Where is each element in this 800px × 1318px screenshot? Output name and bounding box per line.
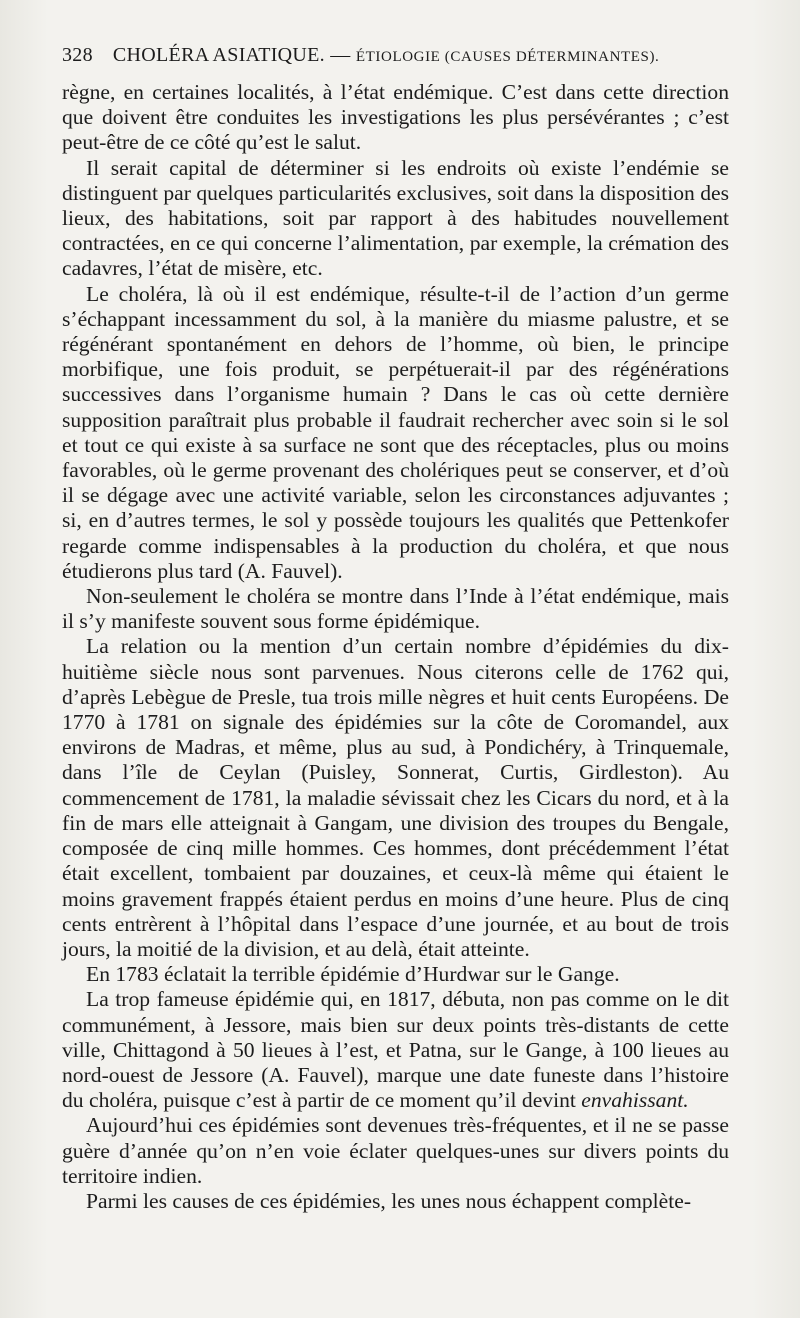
paragraph: Aujourd’hui ces épidémies sont devenues très-fréquentes, et il ne se passe guère d’année qu’on n’en voie éclater quelques-unes sur divers points du territoire indien.	[62, 1113, 729, 1188]
emphasis-word: envahissant.	[581, 1088, 689, 1113]
page-number: 328	[62, 44, 93, 66]
paragraph: Non-seulement le choléra se montre dans l’Inde à l’état endémique, mais il s’y manifeste souvent sous forme épidémique.	[62, 584, 729, 634]
page-body	[62, 80, 729, 1214]
running-title: CHOLÉRA ASIATIQUE. —	[112, 44, 351, 66]
paragraph: Il serait capital de déterminer si les endroits où existe l’endémie se distinguent par quelques particularités exclusives, soit dans la disposition des lieux, des habitations, soit par rapport à des habitudes nouvellement contractées, en ce qui concerne l’alimentation, par exemple, la crémation des cadavres, l’état de misère, etc.	[62, 155, 729, 281]
section-title: ÉTIOLOGIE (CAUSES DÉTERMINANTES).	[355, 49, 660, 65]
paragraph: Le choléra, là où il est endémique, résulte-t-il de l’action d’un germe s’échappant incessamment du sol, à la manière du miasme palustre, et se régénérant spontanément en dehors de l’homme, où bien, le principe morbifique, une fois produit, se perpétuerait-il par des régénérations successives dans l’organisme humain ? Dans le cas où cette dernière supposition paraîtrait plus probable il faudrait rechercher avec soin si le sol et tout ce qui existe à sa surface ne sont que des réceptacles, plus ou moins favorables, où le germe provenant des cholériques peut se conserver, et d’où il se dégage avec une activité variable, selon les circonstances adjuvantes ; si, en d’autres termes, le sol y possède toujours les qualités que Pettenkofer regarde comme indispensables à la production du choléra, et que nous étudierons plus tard (A. Fauvel).	[62, 281, 729, 583]
paragraph: Parmi les causes de ces épidémies, les unes nous échappent complète-	[86, 1188, 692, 1213]
paragraph: En 1783 éclatait la terrible épidémie d’Hurdwar sur le Gange.	[86, 962, 620, 987]
paragraph: La relation ou la mention d’un certain nombre d’épidémies du dix-huitième siècle nous sont parvenues. Nous citerons celle de 1762 qui, d’après Lebègue de Presle, tua trois mille nègres et huit cents Européens. De 1770 à 1781 on signale des épidémies sur la côte de Coromandel, aux environs de Madras, et même, plus au sud, à Pondichéry, à Trinquemale, dans l’île de Ceylan (Puisley, Sonnerat, Curtis, Girdleston). Au commencement de 1781, la maladie sévissait chez les Cicars du nord, et à la fin de mars elle atteignait à Gangam, une division des troupes du Bengale, composée de cinq mille hommes. Ces hommes, dont précédemment l’état était excellent, tombaient par douzaines, et ceux-là même qui étaient le moins gravement frappés étaient perdus en moins d’une heure. Plus de cinq cents entrèrent à l’hôpital dans l’espace d’une journée, et au bout de trois jours, la moitié de la division, et au delà, était atteinte.	[62, 634, 729, 961]
paragraph	[62, 987, 729, 1113]
paragraph: règne, en certaines localités, à l’état endémique. C’est dans cette direction que doivent être conduites les investigations les plus persévérantes ; c’est peut-être de ce côté qu’est le salut.	[62, 80, 729, 155]
running-header	[62, 44, 760, 67]
paragraph-text: La trop fameuse épidémie qui, en 1817, débuta, non pas comme on le dit communément, à Jessore, mais bien sur deux points très-distants de cette ville, Chittagond à 50 lieues à l’est, et Patna, sur le Gange, à 100 lieues au nord-ouest de Jessore (A. Fauvel), marque une date funeste dans l’histoire du choléra, puisque c’est à partir de ce moment qu’il devint	[62, 987, 729, 1113]
